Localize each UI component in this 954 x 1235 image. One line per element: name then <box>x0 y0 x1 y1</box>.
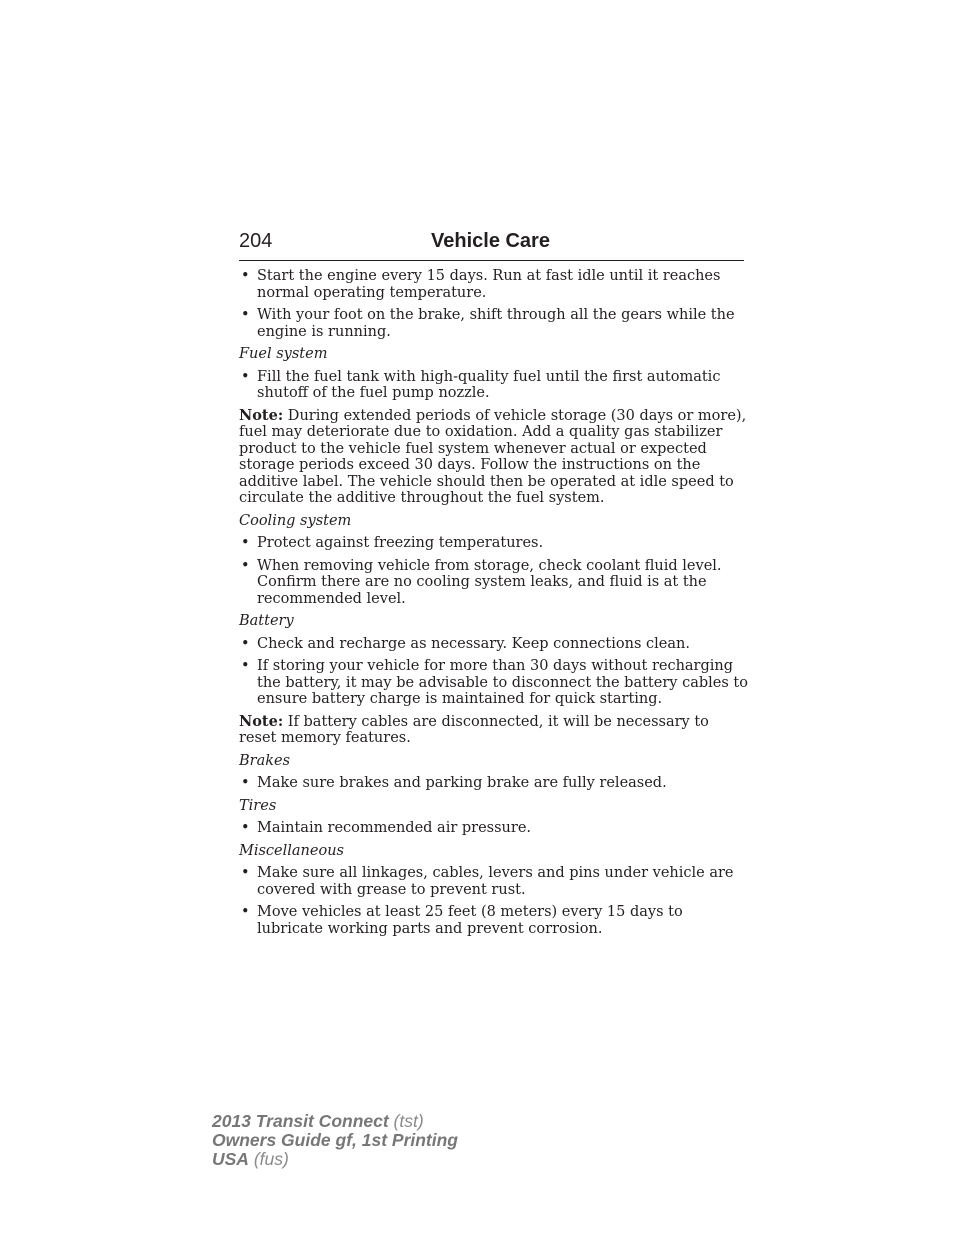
footer-region: USA <box>212 1149 249 1169</box>
list-item: • Make sure all linkages, cables, levers and pins under vehicle are covered with grease to prevent rust. <box>239 865 749 898</box>
list-item: • Make sure brakes and parking brake are fully released. <box>239 775 749 792</box>
list-item: • Move vehicles at least 25 feet (8 meters) every 15 days to lubricate working parts and prevent corrosion. <box>239 904 749 937</box>
section-title: Vehicle Care <box>431 230 550 252</box>
subheading-tires: Tires <box>239 797 277 814</box>
footer-region-code: (fus) <box>248 1149 289 1169</box>
note-label: Note: <box>239 712 284 730</box>
page-number: 204 <box>239 230 273 252</box>
footer-model-name: 2013 Transit Connect <box>212 1111 389 1131</box>
list-item: • With your foot on the brake, shift through all the gears while the engine is running. <box>239 307 749 340</box>
list-item: • If storing your vehicle for more than 30 days without recharging the battery, it may be advisable to disconnect the battery cables to ensure battery charge is maintained for quick starting. <box>239 658 749 708</box>
footer-line-model <box>212 1112 458 1131</box>
page-content <box>239 268 749 943</box>
subheading-fuel-system: Fuel system <box>239 346 328 362</box>
footer-guide-name: Owners Guide gf, 1st Printing <box>212 1130 458 1150</box>
document-footer <box>212 1112 458 1169</box>
note-fuel <box>239 408 749 507</box>
page-header <box>239 228 744 261</box>
footer-line-region <box>212 1150 458 1169</box>
note-label: Note: <box>239 406 284 424</box>
note-text: During extended periods of vehicle storage (30 days or more), fuel may deteriorate due to oxidation. Add a quality gas stabilizer product to the vehicle fuel system whenever actual or expected storage periods exceed 30 days. Follow the instructions on the additive label. The vehicle should then be operated at idle speed to circulate the additive throughout the fuel system. <box>239 407 747 506</box>
list-item: • When removing vehicle from storage, check coolant fluid level. Confirm there are no cooling system leaks, and fluid is at the recommended level. <box>239 558 749 608</box>
subheading-battery: Battery <box>239 613 294 629</box>
list-item: • Maintain recommended air pressure. <box>239 820 749 837</box>
note-battery <box>239 714 749 747</box>
subheading-miscellaneous: Miscellaneous <box>239 842 344 859</box>
note-text: If battery cables are disconnected, it will be necessary to reset memory features. <box>239 713 709 746</box>
list-item: • Start the engine every 15 days. Run at fast idle until it reaches normal operating temperature. <box>239 268 749 301</box>
list-item: • Protect against freezing temperatures. <box>239 535 749 552</box>
footer-model-code: (tst) <box>388 1111 424 1131</box>
subheading-cooling-system: Cooling system <box>239 512 352 529</box>
footer-line-guide <box>212 1131 458 1150</box>
list-item: • Check and recharge as necessary. Keep connections clean. <box>239 636 749 653</box>
subheading-brakes: Brakes <box>239 752 291 769</box>
list-item: • Fill the fuel tank with high-quality fuel until the first automatic shutoff of the fuel pump nozzle. <box>239 369 749 402</box>
